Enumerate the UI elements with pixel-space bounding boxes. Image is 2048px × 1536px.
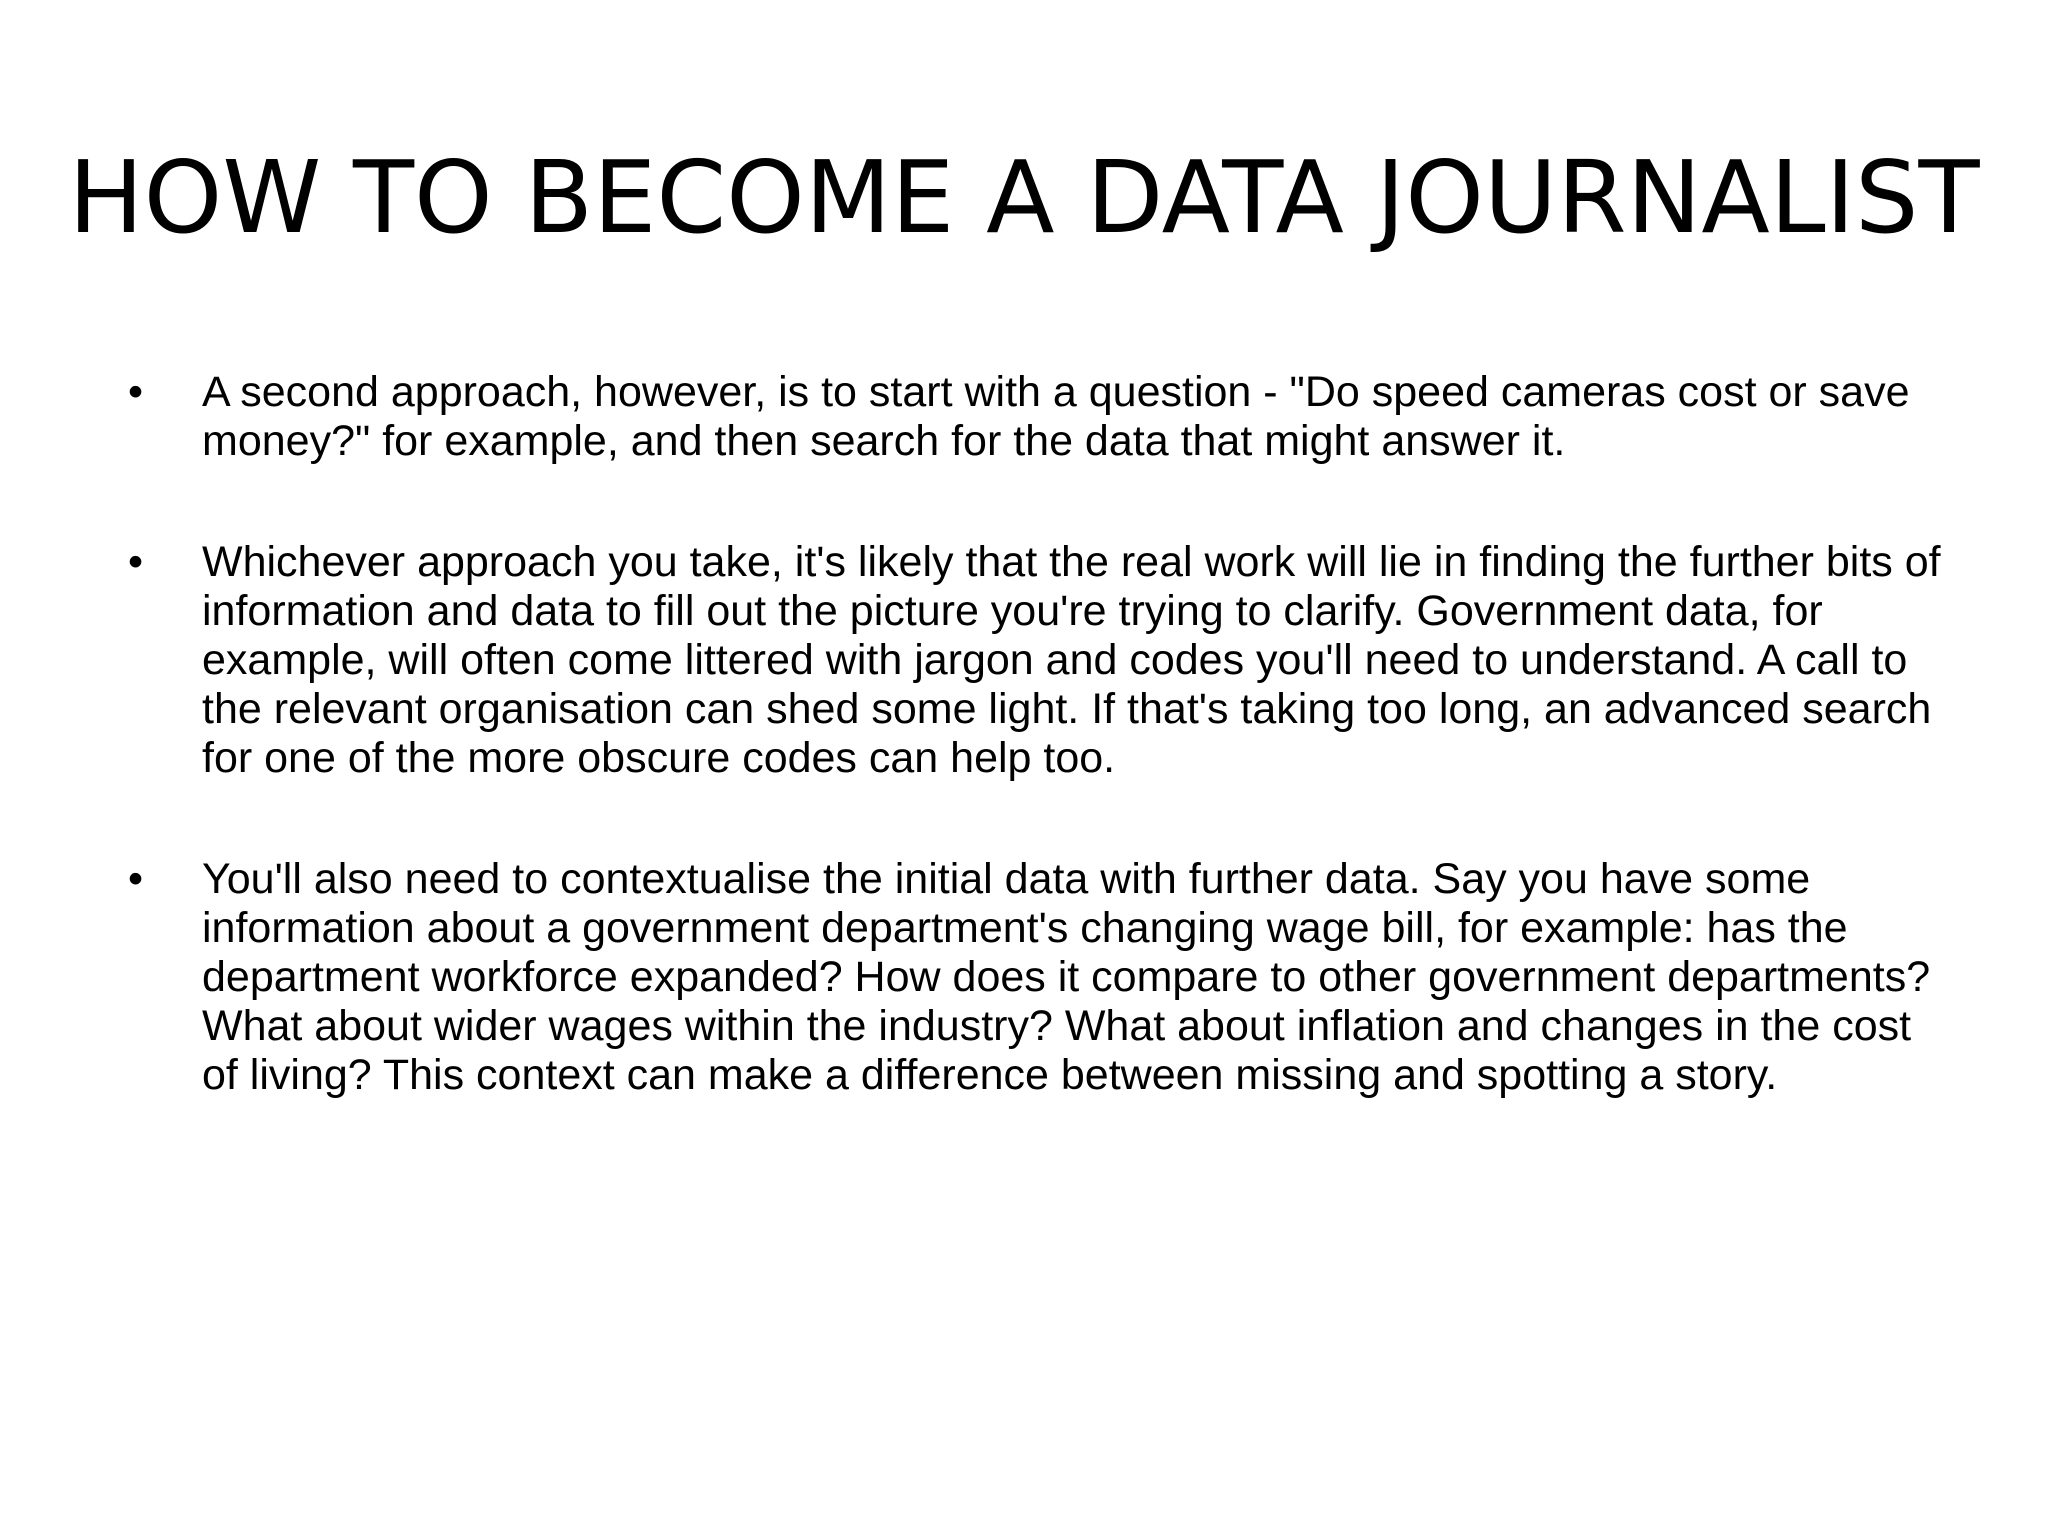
bullet-item [128,368,1948,466]
bullet-text: Whichever approach you take, it's likely that the real work will lie in finding the further bits of information and data to fill out the picture you're trying to clarify. Government data, for example, will often come littered with jargon and codes you'll need to understand. A call to the relevant organisation can shed some light. If that's taking too long, an advanced search for one of the more obscure codes can help too. [202,538,1941,782]
bullet-item [128,538,1948,783]
bullet-dot-icon: • [128,538,144,586]
bullet-dot-icon: • [128,855,144,903]
bullet-text: A second approach, however, is to start with a question - "Do speed cameras cost or save money?" for example, and then search for the data that might answer it. [202,368,1910,465]
bullet-list [128,368,1948,1172]
slide-title: HOW TO BECOME A DATA JOURNALIST [68,139,1980,256]
bullet-text: You'll also need to contextualise the initial data with further data. Say you have some information about a government department's changing wage bill, for example: has the department workforce expanded? How does it compare to other government departments? What about wider wages within the industry? What about inflation and changes in the cost of living? This context can make a difference between missing and spotting a story. [202,855,1931,1099]
bullet-item [128,855,1948,1100]
bullet-dot-icon: • [128,368,144,416]
